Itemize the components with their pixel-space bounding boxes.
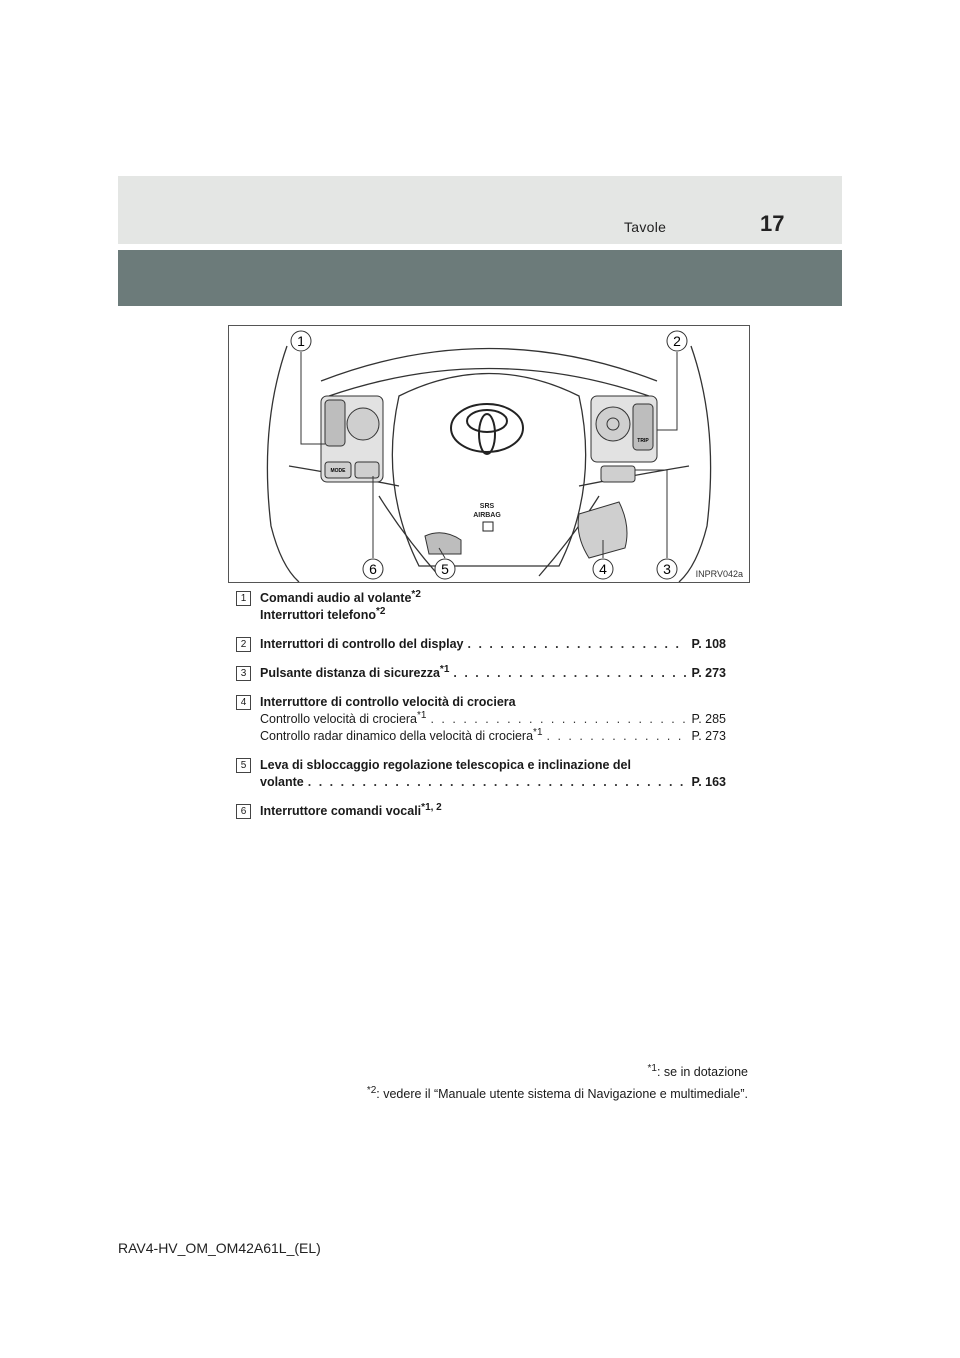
item-label: Comandi audio al volante: [260, 591, 412, 605]
item-number: 3: [236, 666, 251, 681]
wheel-rim-top-inner: [329, 369, 649, 397]
figure-code: INPRV042a: [695, 569, 743, 579]
section-title: Tavole: [624, 219, 667, 235]
header-band: [118, 176, 842, 244]
item-label: Leva di sbloccaggio regolazione telescopica e inclinazione del: [260, 758, 631, 772]
airbag-label-airbag: AIRBAG: [473, 512, 501, 519]
page-reference-link[interactable]: P. 285: [691, 712, 726, 726]
toyota-logo: [451, 404, 523, 454]
item-label: Interruttori telefono: [260, 608, 376, 622]
airbag-warning-icon: [483, 522, 493, 531]
footnotes: [367, 1061, 748, 1105]
header-dark-band: [118, 250, 842, 306]
page-reference-link[interactable]: P. 108: [691, 637, 726, 651]
item-number: 2: [236, 637, 251, 652]
list-item: 1 Comandi audio al volante$^{*2}$ Interruttori telefono$^{*2}$: [236, 590, 726, 624]
list-item: [236, 636, 726, 653]
page-number: 17: [760, 211, 785, 236]
callout-4: 4: [599, 561, 607, 577]
callout-5: 5: [441, 561, 449, 577]
item-number: 6: [236, 804, 251, 819]
right-switch-cluster: [591, 396, 657, 482]
item-label: Interruttori di controllo del display: [260, 637, 464, 651]
tilt-release-lever: [425, 533, 461, 554]
steering-wheel-figure: [228, 325, 750, 583]
callout-3: 3: [663, 561, 671, 577]
mode-button-label: MODE: [330, 468, 346, 474]
footnote: $^{*2}$: vedere il “Manuale utente sistema di Navigazione e multimediale”.: [366, 1084, 748, 1101]
page-reference-link[interactable]: P. 163: [691, 775, 726, 789]
item-number: 1: [236, 591, 251, 606]
steering-wheel-illustration: [229, 326, 749, 582]
item-label: volante: [260, 775, 304, 789]
list-item: [236, 665, 726, 682]
list-item: [236, 694, 726, 745]
item-label: Interruttore comandi vocali: [260, 804, 422, 818]
wheel-rim-right: [679, 346, 711, 582]
item-number: 5: [236, 758, 251, 773]
left-switch-cluster: [321, 396, 383, 482]
airbag-hub: [392, 374, 585, 567]
item-label: Controllo velocità di crociera$^{*1}$: [260, 709, 427, 726]
airbag-label-srs: SRS: [479, 503, 495, 510]
document-code: RAV4-HV_OM_OM42A61L_(EL): [118, 1240, 321, 1256]
list-item: [236, 757, 726, 791]
item-label: Controllo radar dinamico della velocità di crociera$^{*1}$: [260, 726, 543, 743]
page-reference-link[interactable]: P. 273: [691, 666, 726, 680]
item-title: Interruttore di controllo velocità di crociera: [260, 695, 516, 709]
callout-2: 2: [673, 333, 681, 349]
trip-button-label: TRIP: [637, 438, 649, 444]
footnote: $^{*1}$: se in dotazione: [647, 1062, 748, 1079]
wheel-rim-top-outer: [321, 349, 657, 382]
wheel-rim-left: [267, 346, 299, 582]
legend-list: [236, 590, 726, 832]
item-number: 4: [236, 695, 251, 710]
page-reference-link[interactable]: P. 273: [691, 729, 726, 743]
callout-6: 6: [369, 561, 377, 577]
callout-1: 1: [297, 333, 305, 349]
item-label: Pulsante distanza di sicurezza$^{*1}$: [260, 663, 450, 680]
list-item: 6 Interruttore comandi vocali$^{*1, 2}$: [236, 803, 726, 820]
